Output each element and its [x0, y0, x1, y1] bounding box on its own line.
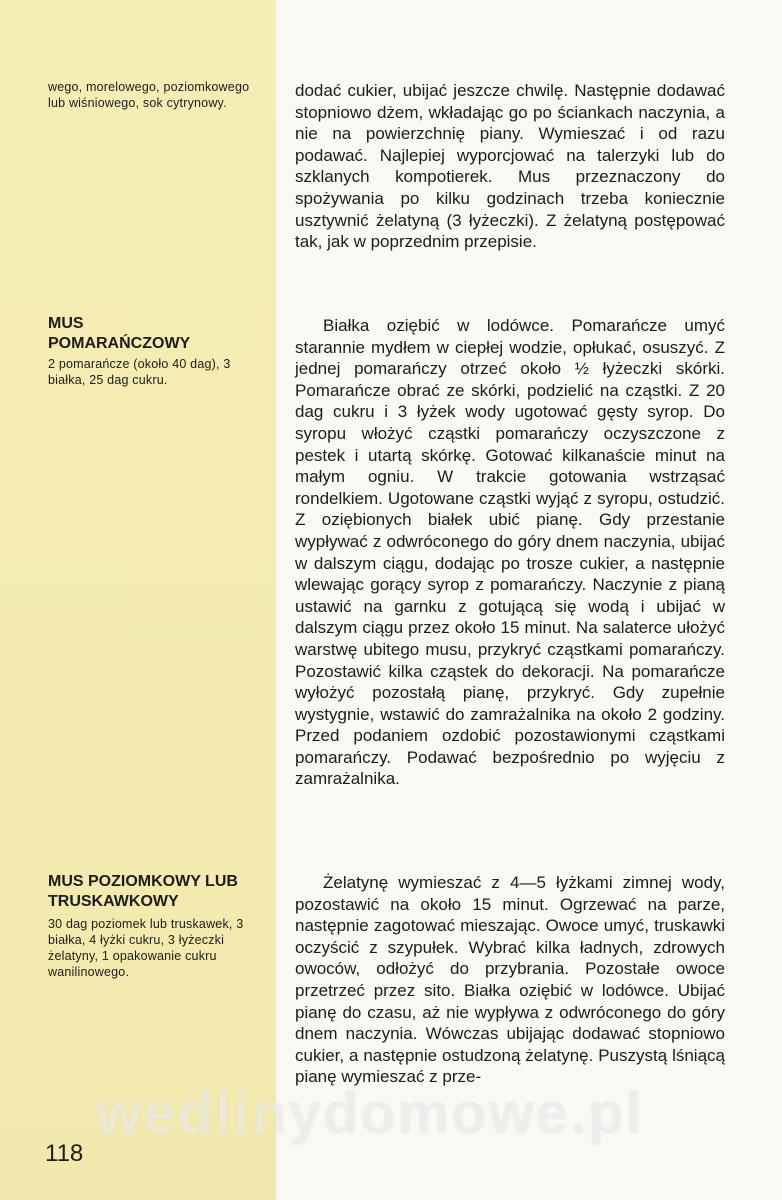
sidebar-column	[0, 0, 276, 1200]
recipe-title-orange-mousse: MUS POMARAŃCZOWY	[48, 315, 191, 352]
main-paragraph-continued: dodać cukier, ubijać jeszcze chwilę. Następnie dodawać stopniowo dżem, wkładając go po ściankach naczynia, a nie na powierzchnię piany. Wymieszać i od razu podawać. Najlepiej wyporcjować na talerzyki lub do szklanych kompotierek. Mus przeznaczony do spożywania po kilku godzinach trzeba koniecznie usztywnić żelatyną (3 łyżeczki). Z żelatyną postępować tak, jak w poprzednim przepisie.	[295, 81, 725, 252]
page-number: 118	[45, 1140, 84, 1167]
watermark: wedlinydomowe.pl	[96, 1081, 644, 1146]
recipe-title-strawberry-mousse: MUS POZIOMKOWY LUB TRUSKAWKOWY	[48, 873, 238, 910]
sidebar-intro-text: wego, morelowego, poziomkowego lub wiśniowego, sok cytrynowy.	[48, 80, 250, 110]
main-paragraph-orange-method: Białka oziębić w lodówce. Pomarańcze umyć starannie mydłem w ciepłej wodzie, opłukać, osuszyć. Z jednej pomarańczy otrzeć około ½ łyżeczki skórki. Pomarańcze obrać ze skórki, podzielić na cząstki. Z 20 dag cukru i 3 łyżek wody ugotować gęsty syrop. Do syropu włożyć cząstki pomarańczy oczyszczone z pestek i utartą skórkę. Gotować kilkanaście minut na małym ogniu. W trakcie gotowania wstrząsać rondelkiem. Ugotowane cząstki wyjąć z syropu, ostudzić. Z oziębionych białek ubić pianę. Gdy przestanie wypływać z odwróconego do góry dnem naczynia, ubijać w dalszym ciągu, dodając po trosze cukier, a następnie wlewając gorący syrop z pomarańczy. Naczynie z pianą ustawić na garnku z gotującą się wodą i ubijać w dalszym ciągu przez około 15 minut. Na salaterce ułożyć warstwę ubitego musu, przykryć cząstkami pomarańczy. Pozostawić kilka cząstek do dekoracji. Na pomarańcze wyłożyć pozostałą pianę, przykryć. Gdy zupełnie wystygnie, wstawić do zamrażalnika na około 2 godziny. Przed podaniem ozdobić pozostawionymi cząstkami pomarańczy. Podawać bezpośrednio po wyjęciu z zamrażalnika.	[295, 316, 725, 789]
recipe-ingredients-orange-mousse: 2 pomarańcze (około 40 dag), 3 białka, 25 dag cukru.	[48, 357, 231, 387]
main-paragraph-strawberry-method: Żelatynę wymieszać z 4—5 łyżkami zimnej wody, pozostawić na około 15 minut. Ogrzewać na parze, następnie zagotować mieszając. Owoce umyć, truskawki oczyścić z szypułek. Wybrać kilka ładnych, zdrowych owoców, odłożyć do przybrania. Pozostałe owoce przetrzeć przez sito. Białka oziębić w lodówce. Ubijać pianę do czasu, aż nie wypływa z odwróconego do góry dnem naczynia. Wówczas ubijając dodawać stopniowo cukier, a następnie ostudzoną żelatynę. Puszystą lśniącą pianę wymieszać z prze-	[295, 873, 725, 1087]
recipe-ingredients-strawberry-mousse: 30 dag poziomek lub truskawek, 3 białka, 4 łyżki cukru, 3 łyżeczki żelatyny, 1 opakowanie cukru wanilinowego.	[48, 917, 244, 979]
